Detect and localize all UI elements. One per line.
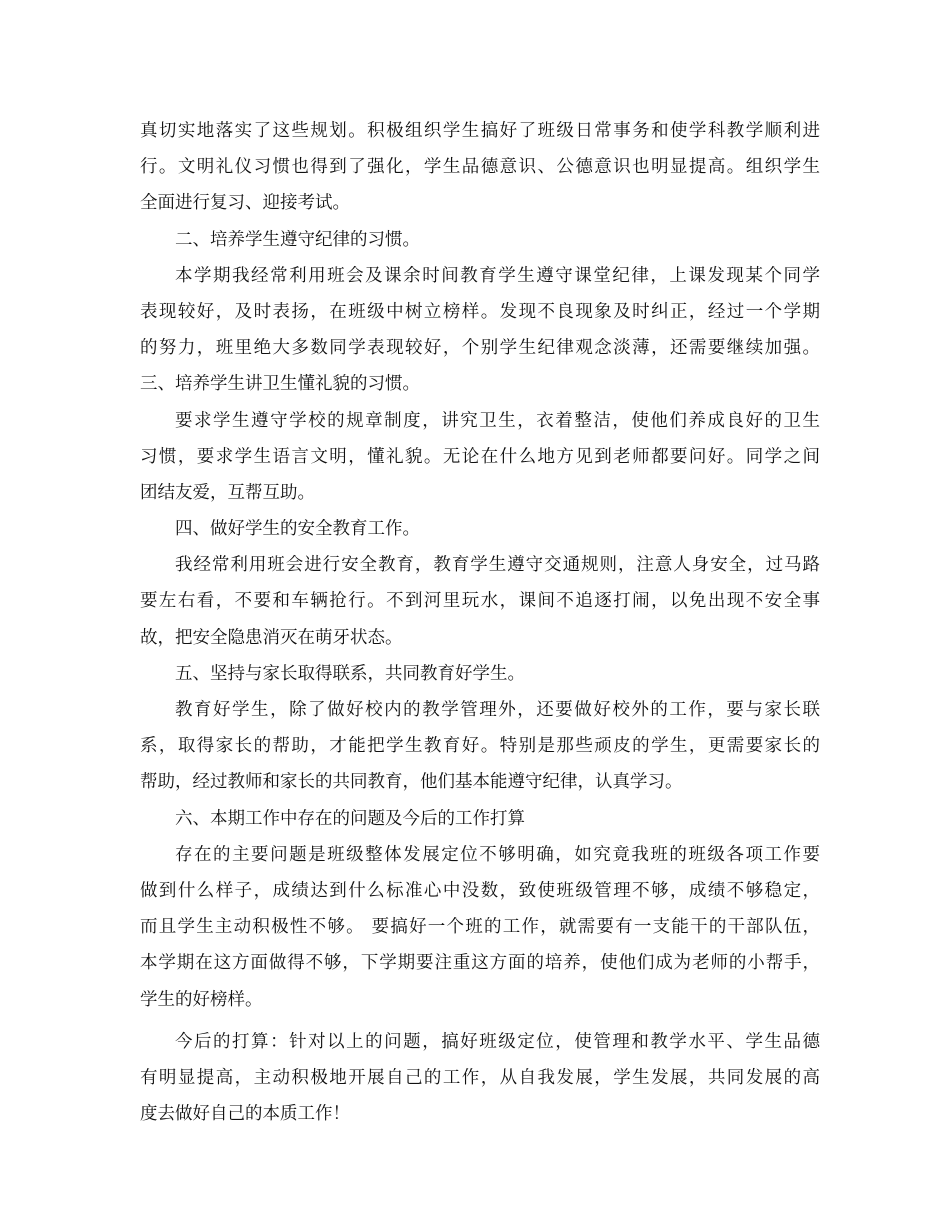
- text-line: 存在的主要问题是班级整体发展定位不够明确，如究竟我班的班级各项工作要: [175, 844, 820, 865]
- text-line: 故，把安全隐患消灭在萌牙状态。: [140, 627, 403, 648]
- document-body: [140, 113, 820, 1132]
- text-line: 行。文明礼仪习惯也得到了强化，学生品德意识、公德意识也明显提高。组织学生: [140, 157, 820, 178]
- text-line: 要左右看，不要和车辆抢行。不到河里玩水，课间不追逐打闹，以免出现不安全事: [140, 591, 820, 612]
- text-line: 本学期我经常利用班会及课余时间教育学生遵守课堂纪律，上课发现某个同学: [175, 265, 820, 286]
- text-line: 全面进行复习、迎接考试。: [140, 193, 350, 214]
- text-line: 帮助，经过教师和家长的共同教育，他们基本能遵守纪律，认真学习。: [140, 772, 683, 793]
- text-line: 团结友爱，互帮互助。: [140, 482, 315, 503]
- text-line: 系，取得家长的帮助，才能把学生教育好。特别是那些顽皮的学生，更需要家长的: [140, 736, 820, 757]
- text-line: 要求学生遵守学校的规章制度，讲究卫生，衣着整洁，使他们养成良好的卫生: [175, 410, 820, 431]
- text-line: 真切实地落实了这些规划。积极组织学生搞好了班级日常事务和使学科教学顺利进: [140, 121, 820, 141]
- text-line: 习惯，要求学生语言文明，懂礼貌。无论在什么地方见到老师都要问好。同学之间: [140, 446, 820, 467]
- text-line: 有明显提高，主动积极地开展自己的工作，从自我发展，学生发展，共同发展的高: [140, 1067, 820, 1088]
- text-line: 学生的好榜样。: [140, 989, 263, 1010]
- section-heading: 五、坚持与家长取得联系，共同教育好学生。: [175, 663, 525, 684]
- text-line: 的努力，班里绝大多数同学表现较好，个别学生纪律观念淡薄，还需要继续加强。: [140, 338, 820, 359]
- section-heading: 三、培养学生讲卫生懂礼貌的习惯。: [140, 374, 420, 395]
- section-heading: 四、做好学生的安全教育工作。: [175, 519, 420, 540]
- text-line: 表现较好，及时表扬，在班级中树立榜样。发现不良现象及时纠正，经过一个学期: [140, 301, 820, 322]
- text-line: 教育好学生，除了做好校内的教学管理外，还要做好校外的工作，要与家长联: [175, 700, 820, 720]
- section-heading: 六、本期工作中存在的问题及今后的工作打算: [175, 808, 525, 829]
- text-line: 今后的打算：针对以上的问题，搞好班级定位，使管理和教学水平、学生品德: [175, 1031, 820, 1052]
- text-line: 而且学生主动积极性不够。 要搞好一个班的工作，就需要有一支能干的干部队伍，: [140, 917, 820, 938]
- text-line: 本学期在这方面做得不够，下学期要注重这方面的培养，使他们成为老师的小帮手，: [140, 953, 820, 974]
- text-line: 做到什么样子，成绩达到什么标准心中没数，致使班级管理不够，成绩不够稳定，: [140, 880, 820, 901]
- text-line: 度去做好自己的本质工作！: [140, 1104, 350, 1125]
- section-heading: 二、培养学生遵守纪律的习惯。: [175, 229, 420, 250]
- text-line: 我经常利用班会进行安全教育，教育学生遵守交通规则，注意人身安全，过马路: [175, 555, 820, 576]
